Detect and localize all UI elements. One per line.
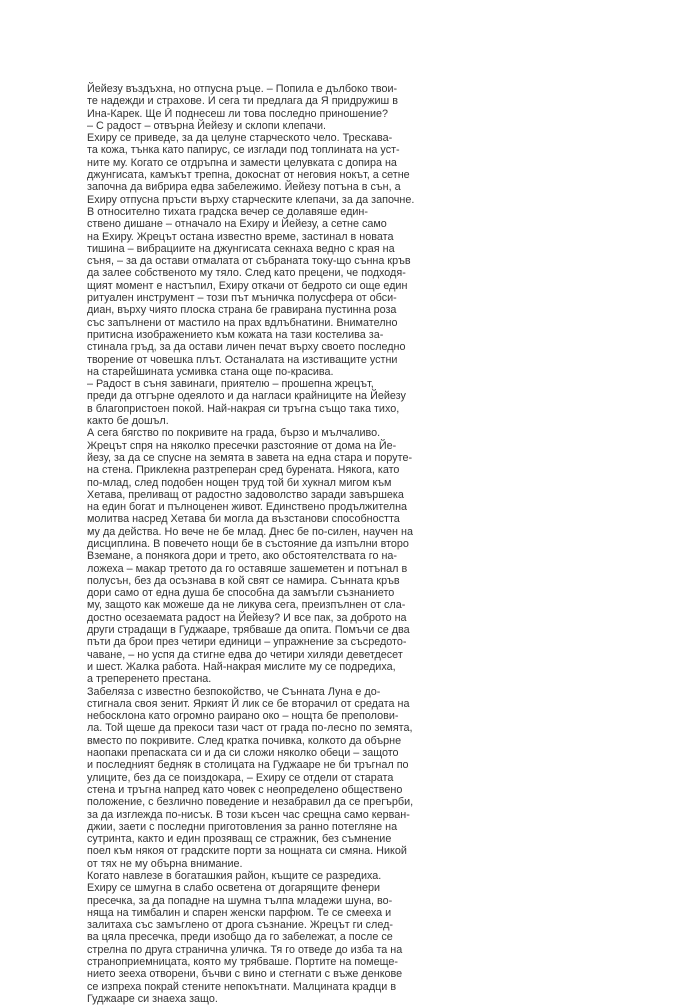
text-line: ва цяла пресечка, преди изобщо да го забележат, а после се: [87, 931, 393, 944]
text-line: вместо по покривите. След кратка почивка, колкото да обърне: [87, 734, 402, 747]
text-line: съня, – за да остави отмалата от събраната току-що сънна кръв: [87, 255, 411, 268]
text-line: йезу, за да се спусне на земята в завета на една стара и порутe-: [87, 451, 413, 464]
text-line: му, защото как можеше да не ликува сега, преизпълнен от сла-: [87, 599, 406, 612]
text-line: пъти да брои през четири единици – упражнение за съсредото-: [87, 636, 407, 649]
text-line: Жрецът спря на няколко пресечки разстояние от дома на Йе-: [87, 439, 397, 452]
text-line: чаване, – но успя да стигне едва до четири хиляди деветдесет: [87, 648, 403, 661]
text-line: започна да вибрира едва забележимо. Йейезу потъна в сън, а: [87, 181, 401, 194]
text-line: и последният бедняк в столицата на Гуджааре не би тръгнал по: [87, 759, 409, 772]
text-line: ритуален инструмент – този път мъничка полусфера от обси-: [87, 292, 397, 305]
text-line: те надежди и страхове. И сега ти предлага да Я придружиш в: [87, 95, 398, 108]
text-line: пресечка, за да попадне на шумна тълпа младежи шуна, во-: [87, 894, 393, 907]
text-line: дисциплина. В повечето нощи бе в състояние да изпълни второ: [87, 537, 409, 550]
text-line: се изпреха покрай стените непокътнати. Малцината крадци в: [87, 980, 397, 993]
text-line: и шест. Жалка работа. Най-накрая мислите му се подредиха,: [87, 660, 396, 673]
text-line: стигнала своя зенит. Яркият Ӣ лик се бе вторачил от средата на: [87, 697, 410, 710]
text-line: полусън, без да осъзнава в кой свят се намира. Сънната кръв: [87, 574, 400, 587]
text-line: достно осезаемата радост на Йейезу? И все пак, за доброто на: [87, 611, 407, 624]
text-line: от тях не му обърна внимание.: [87, 857, 243, 870]
text-line: Вземане, а понякога дори и трето, ако обстоятелствата го на-: [87, 550, 398, 563]
text-line: нието зееха отворени, бъчви с вино и стегнати с въже денкове: [87, 968, 403, 981]
text-line: страноприемницата, която му трябваше. Портите на помеще-: [87, 956, 398, 969]
text-line: наопаки препаската си и да си сложи няколко обеци – защото: [87, 747, 399, 760]
text-line: диан, върху чиято плоска страна бе гравирана пустинна роза: [87, 304, 397, 317]
text-line: улиците, без да се поиздокара, – Ехиру се отдели от старата: [87, 771, 394, 784]
text-line: на Ехиру. Жрецът остана известно време, застинал в новата: [87, 230, 394, 243]
text-line: ните му. Когато се отдръпна и замести целувката с допира на: [87, 156, 397, 169]
text-line: за да изглежда по-нисък. В този късен час срещна само керван-: [87, 808, 410, 821]
text-line: а треперенето престана.: [87, 673, 212, 686]
text-line: – Радост в съня завинаги, приятелю – прошепна жрецът,: [87, 378, 374, 391]
text-line: на стена. Приклекна разтреперан сред бурената. Някога, като: [87, 464, 400, 477]
text-line: Ина-Карек. Ще Ӣ поднесеш ли това последно приношение?: [87, 107, 389, 120]
text-line: Хетава, преливащ от радостно задоволство заради завършека: [87, 488, 404, 501]
text-line: няща на тимбалин и спарен женски парфюм. Те се смееха и: [87, 906, 392, 919]
text-line: джии, заети с последни приготовления за ранно потегляне на: [87, 820, 398, 833]
text-line: молитва насред Хетава би могла да възстанови способността: [87, 513, 400, 526]
text-line: та кожа, тънка като папирус, се изглади под топлината на уст-: [87, 144, 400, 157]
text-line: стрелна по друга странична уличка. Тя го отведе до изба та на: [87, 943, 403, 956]
text-line: притисна изображението към кожата на тази костелива за-: [87, 328, 384, 341]
text-line: положение, с безлично поведение и незабравил да се прегърби,: [87, 796, 414, 809]
text-line: щият момент е настъпил, Ехиру откачи от бедрото си още един: [87, 279, 408, 292]
text-line: Йейезу въздъхна, но отпусна ръце. – Попила е дълбоко твои-: [87, 83, 398, 95]
text-line: други страдащи в Гуджааре, трябваше да опита. Помъчи се два: [87, 624, 410, 637]
text-line: – С радост – отвърна Йейезу и склопи клепачи.: [87, 119, 327, 132]
text-line: стинала гръд, за да остави личен печат върху своето последно: [87, 341, 406, 354]
text-line: залитаха със замъглено от дрога съзнание. Жрецът ги след-: [87, 919, 394, 932]
text-line: тишина – вибрациите на джунгисата секнаха ведно с края на: [87, 242, 395, 255]
text-line: да залее собственото му тяло. След като прецени, че подходя-: [87, 267, 406, 280]
text-line: А сега бягство по покривите на града, бързо и мълчаливо.: [87, 427, 381, 440]
text-line: сутринта, както и един прозяващ се стражник, без съмнение: [87, 833, 392, 846]
text-line: В относително тихата градска вечер се долавяше един-: [87, 205, 368, 218]
text-line: по-млад, след подобен нощен труд той би хукнал мигом към: [87, 476, 392, 489]
text-line: Ехиру се шмугна в слабо осветена от догарящите фенери: [87, 882, 380, 895]
text-line: ла. Той щеше да прекоси тази част от града по-лесно по земята,: [87, 722, 413, 735]
body-text: [87, 83, 617, 1005]
text-line: Когато навлезе в богаташкия район, къщите се разредиха.: [87, 870, 382, 882]
text-line: небосклона като огромно раирано око – нощта бе преполови-: [87, 710, 399, 723]
text-line: Ехиру отпусна пръсти върху старческите клепачи, за да започне.: [87, 193, 415, 206]
text-line: на един богат и пълноценен живот. Единствено продължителна: [87, 501, 408, 514]
text-line: Забеляза с известно безпокойство, че Сънната Луна е до-: [87, 685, 381, 698]
text-line: поел към някоя от градските порти за нощната си смяна. Никой: [87, 845, 407, 858]
text-line: на старейшината усмивка стана още по-красива.: [87, 365, 334, 378]
text-line: дори само от една душа бе способна да замъгли съзнанието: [87, 587, 395, 600]
text-line: стена и тръгна напред като човек с неопределено обществено: [87, 783, 403, 796]
text-line: Ехиру се приведе, за да целуне старческото чело. Трескава-: [87, 132, 393, 145]
text-line: Гуджааре си знаеха защо.: [87, 992, 218, 1005]
text-line: в благопристоен покой. Най-накрая си тръгна също така тихо,: [87, 402, 400, 415]
text-line: със запълнени от мастило на прах вдлъбнатини. Внимателно: [87, 316, 398, 329]
text-line: ствено дишане – отначало на Ехиру и Йейезу, а сетне само: [87, 218, 387, 231]
text-line: преди да отгърне одеялото и да нагласи крайниците на Йейезу: [87, 390, 406, 403]
text-line: му да действа. Но вече не бе млад. Днес бе по-силен, научен на: [87, 525, 413, 538]
text-line: както бе дошъл.: [87, 415, 169, 428]
text-line: джунгисата, камъкът трепна, докоснат от неговия нокът, а сетне: [87, 169, 410, 182]
text-line: ложеха – макар третото да го оставяше зашеметен и потънал в: [87, 562, 408, 575]
text-line: творение от човешка плът. Останалата на изстиващите устни: [87, 353, 398, 366]
